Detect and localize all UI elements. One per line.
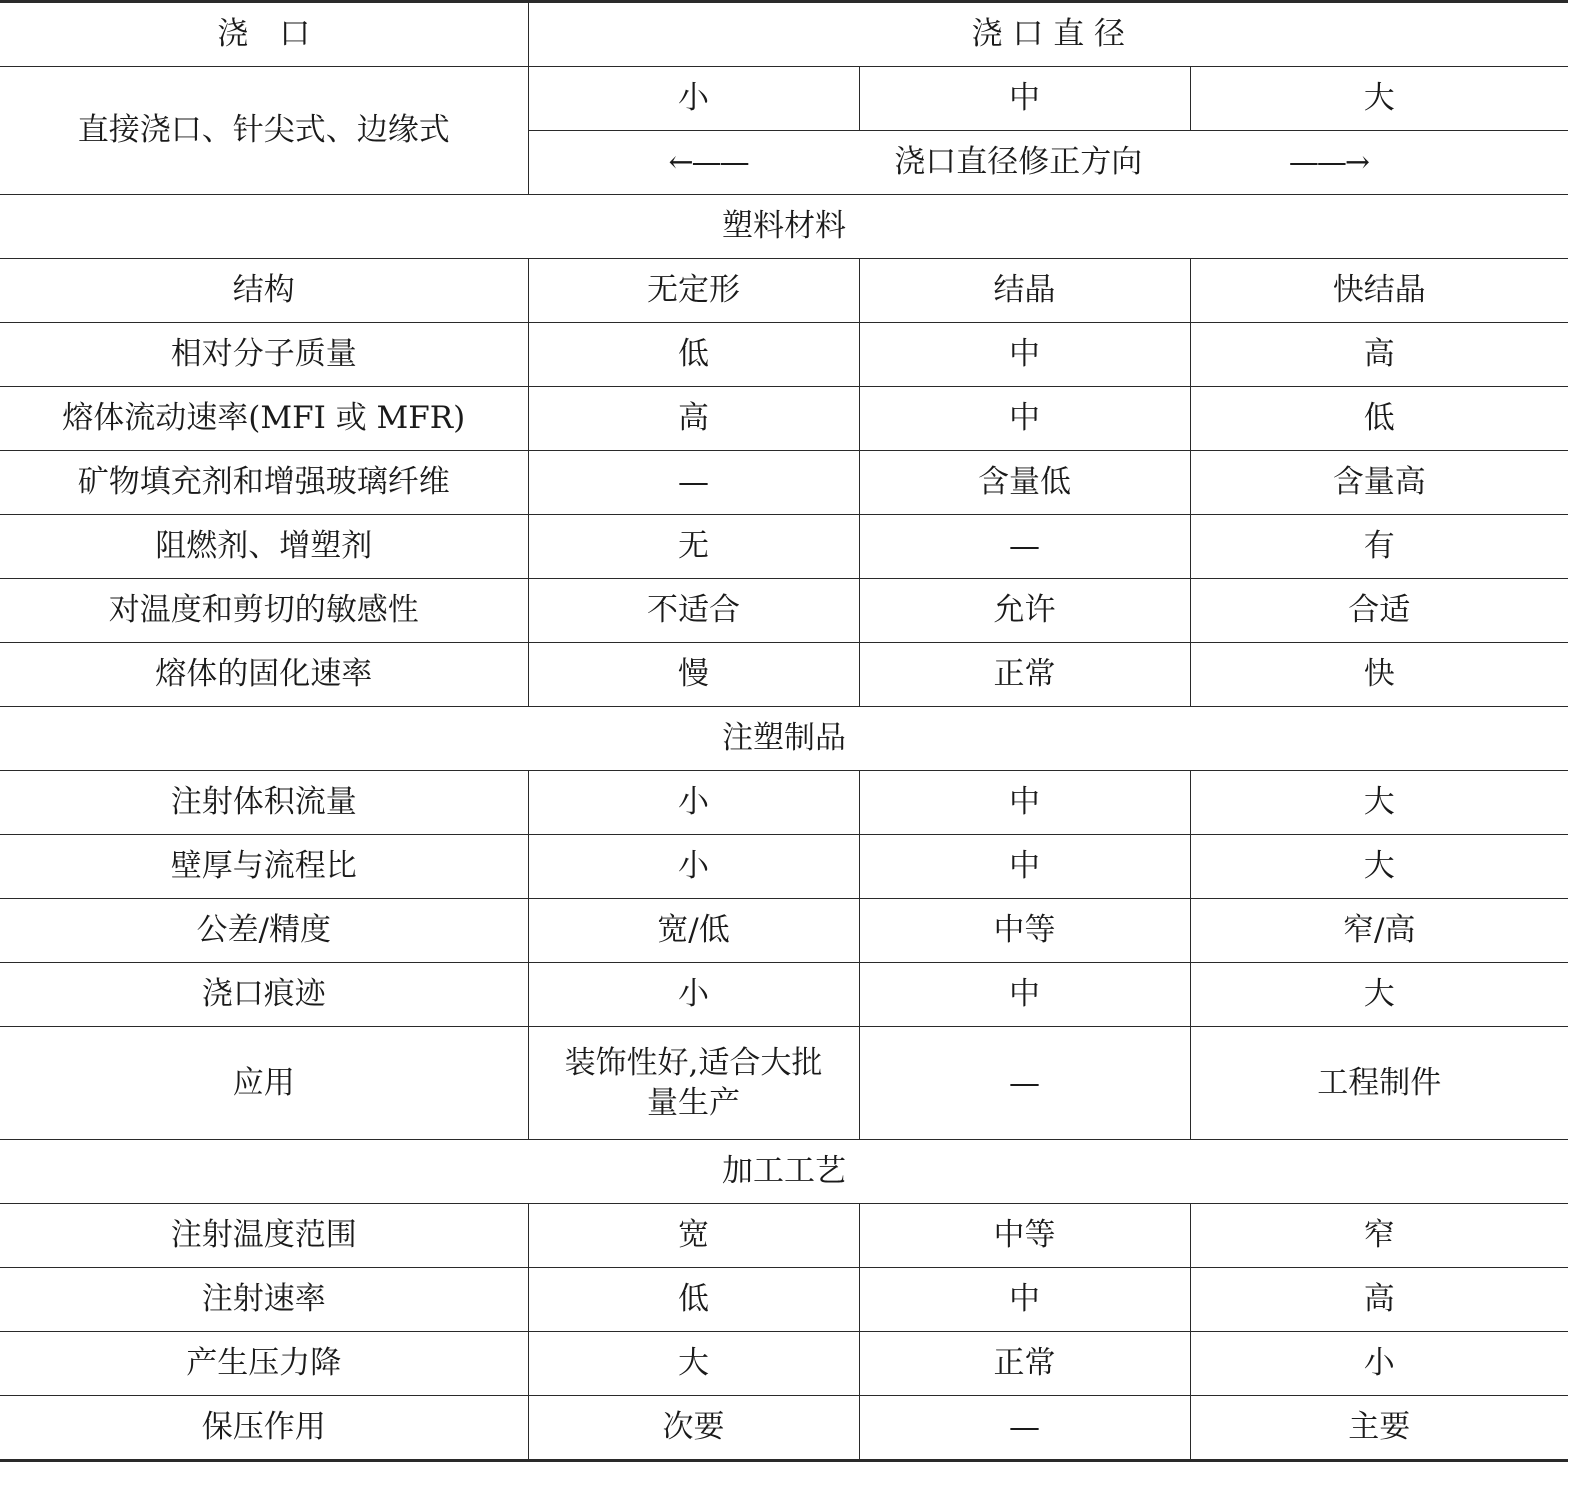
cell-small: — [528,451,859,515]
cell-large: 窄 [1190,1204,1568,1268]
row-label: 公差/精度 [0,899,528,963]
cell-large: 大 [1190,835,1568,899]
cell-small-text: 装饰性好,适合大批量生产 [564,1044,823,1121]
cell-small: 大 [528,1332,859,1396]
row-label: 浇口痕迹 [0,963,528,1027]
cell-large: 有 [1190,515,1568,579]
size-large: 大 [1190,67,1568,131]
table-row [0,1204,1568,1268]
cell-large: 低 [1190,387,1568,451]
cell-medium: 中 [859,323,1190,387]
cell-small: 小 [528,771,859,835]
row-label: 注射体积流量 [0,771,528,835]
cell-small: 无 [528,515,859,579]
gate-header: 浇 口 [0,2,528,67]
row-label: 矿物填充剂和增强玻璃纤维 [0,451,528,515]
size-medium: 中 [859,67,1190,131]
cell-large: 合适 [1190,579,1568,643]
cell-large: 高 [1190,1268,1568,1332]
table-row [0,387,1568,451]
row-label: 应用 [0,1027,528,1140]
section-row [0,707,1568,771]
section-material: 塑料材料 [0,195,1568,259]
cell-large: 高 [1190,323,1568,387]
diameter-header: 浇 口 直 径 [528,2,1568,67]
row-label: 壁厚与流程比 [0,835,528,899]
cell-small: 次要 [528,1396,859,1461]
cell-medium: 中等 [859,899,1190,963]
cell-small: 低 [528,323,859,387]
cell-small: 慢 [528,643,859,707]
table-row [0,899,1568,963]
row-label: 结构 [0,259,528,323]
header-row [0,2,1568,67]
gate-types-cell: 直接浇口、针尖式、边缘式 [0,67,528,195]
cell-large: 快 [1190,643,1568,707]
table-row [0,1027,1568,1140]
table-row [0,1332,1568,1396]
direction-label: 浇口直径修正方向 [894,144,1143,181]
cell-medium: — [859,1027,1190,1140]
cell-medium: — [859,1396,1190,1461]
direction-cell [528,131,1568,195]
table-row [0,1268,1568,1332]
cell-large: 含量高 [1190,451,1568,515]
cell-medium: 中等 [859,1204,1190,1268]
cell-large: 主要 [1190,1396,1568,1461]
cell-small: 宽 [528,1204,859,1268]
table-row [0,515,1568,579]
row-label: 对温度和剪切的敏感性 [0,579,528,643]
cell-large: 大 [1190,771,1568,835]
cell-medium: 正常 [859,1332,1190,1396]
row-label: 阻燃剂、增塑剂 [0,515,528,579]
cell-medium: 中 [859,835,1190,899]
cell-small: 不适合 [528,579,859,643]
cell-small: 小 [528,963,859,1027]
cell-small: 小 [528,835,859,899]
table-row [0,323,1568,387]
cell-medium: — [859,515,1190,579]
table-row [0,1396,1568,1461]
row-label: 注射温度范围 [0,1204,528,1268]
cell-large: 窄/高 [1190,899,1568,963]
cell-medium: 结晶 [859,259,1190,323]
size-row [0,67,1568,131]
cell-large: 小 [1190,1332,1568,1396]
right-arrow-icon: ——→ [1288,144,1369,180]
cell-medium: 正常 [859,643,1190,707]
row-label: 产生压力降 [0,1332,528,1396]
left-arrow-icon: ←—— [668,144,748,180]
cell-large: 工程制件 [1190,1027,1568,1140]
cell-medium: 中 [859,963,1190,1027]
row-label: 熔体流动速率(MFI 或 MFR) [0,387,528,451]
size-small: 小 [528,67,859,131]
cell-small: 低 [528,1268,859,1332]
row-label: 保压作用 [0,1396,528,1461]
row-label: 熔体的固化速率 [0,643,528,707]
cell-small: 高 [528,387,859,451]
table-row [0,579,1568,643]
section-row [0,195,1568,259]
table-row [0,963,1568,1027]
section-row [0,1140,1568,1204]
table-row [0,835,1568,899]
cell-small [528,1027,859,1140]
cell-medium: 含量低 [859,451,1190,515]
cell-large: 大 [1190,963,1568,1027]
row-label: 注射速率 [0,1268,528,1332]
cell-small: 无定形 [528,259,859,323]
section-process: 加工工艺 [0,1140,1568,1204]
table-row [0,259,1568,323]
section-product: 注塑制品 [0,707,1568,771]
cell-large: 快结晶 [1190,259,1568,323]
cell-medium: 中 [859,387,1190,451]
cell-medium: 中 [859,771,1190,835]
table-row [0,451,1568,515]
cell-medium: 允许 [859,579,1190,643]
cell-small: 宽/低 [528,899,859,963]
table-row [0,771,1568,835]
row-label: 相对分子质量 [0,323,528,387]
cell-medium: 中 [859,1268,1190,1332]
table-row [0,643,1568,707]
